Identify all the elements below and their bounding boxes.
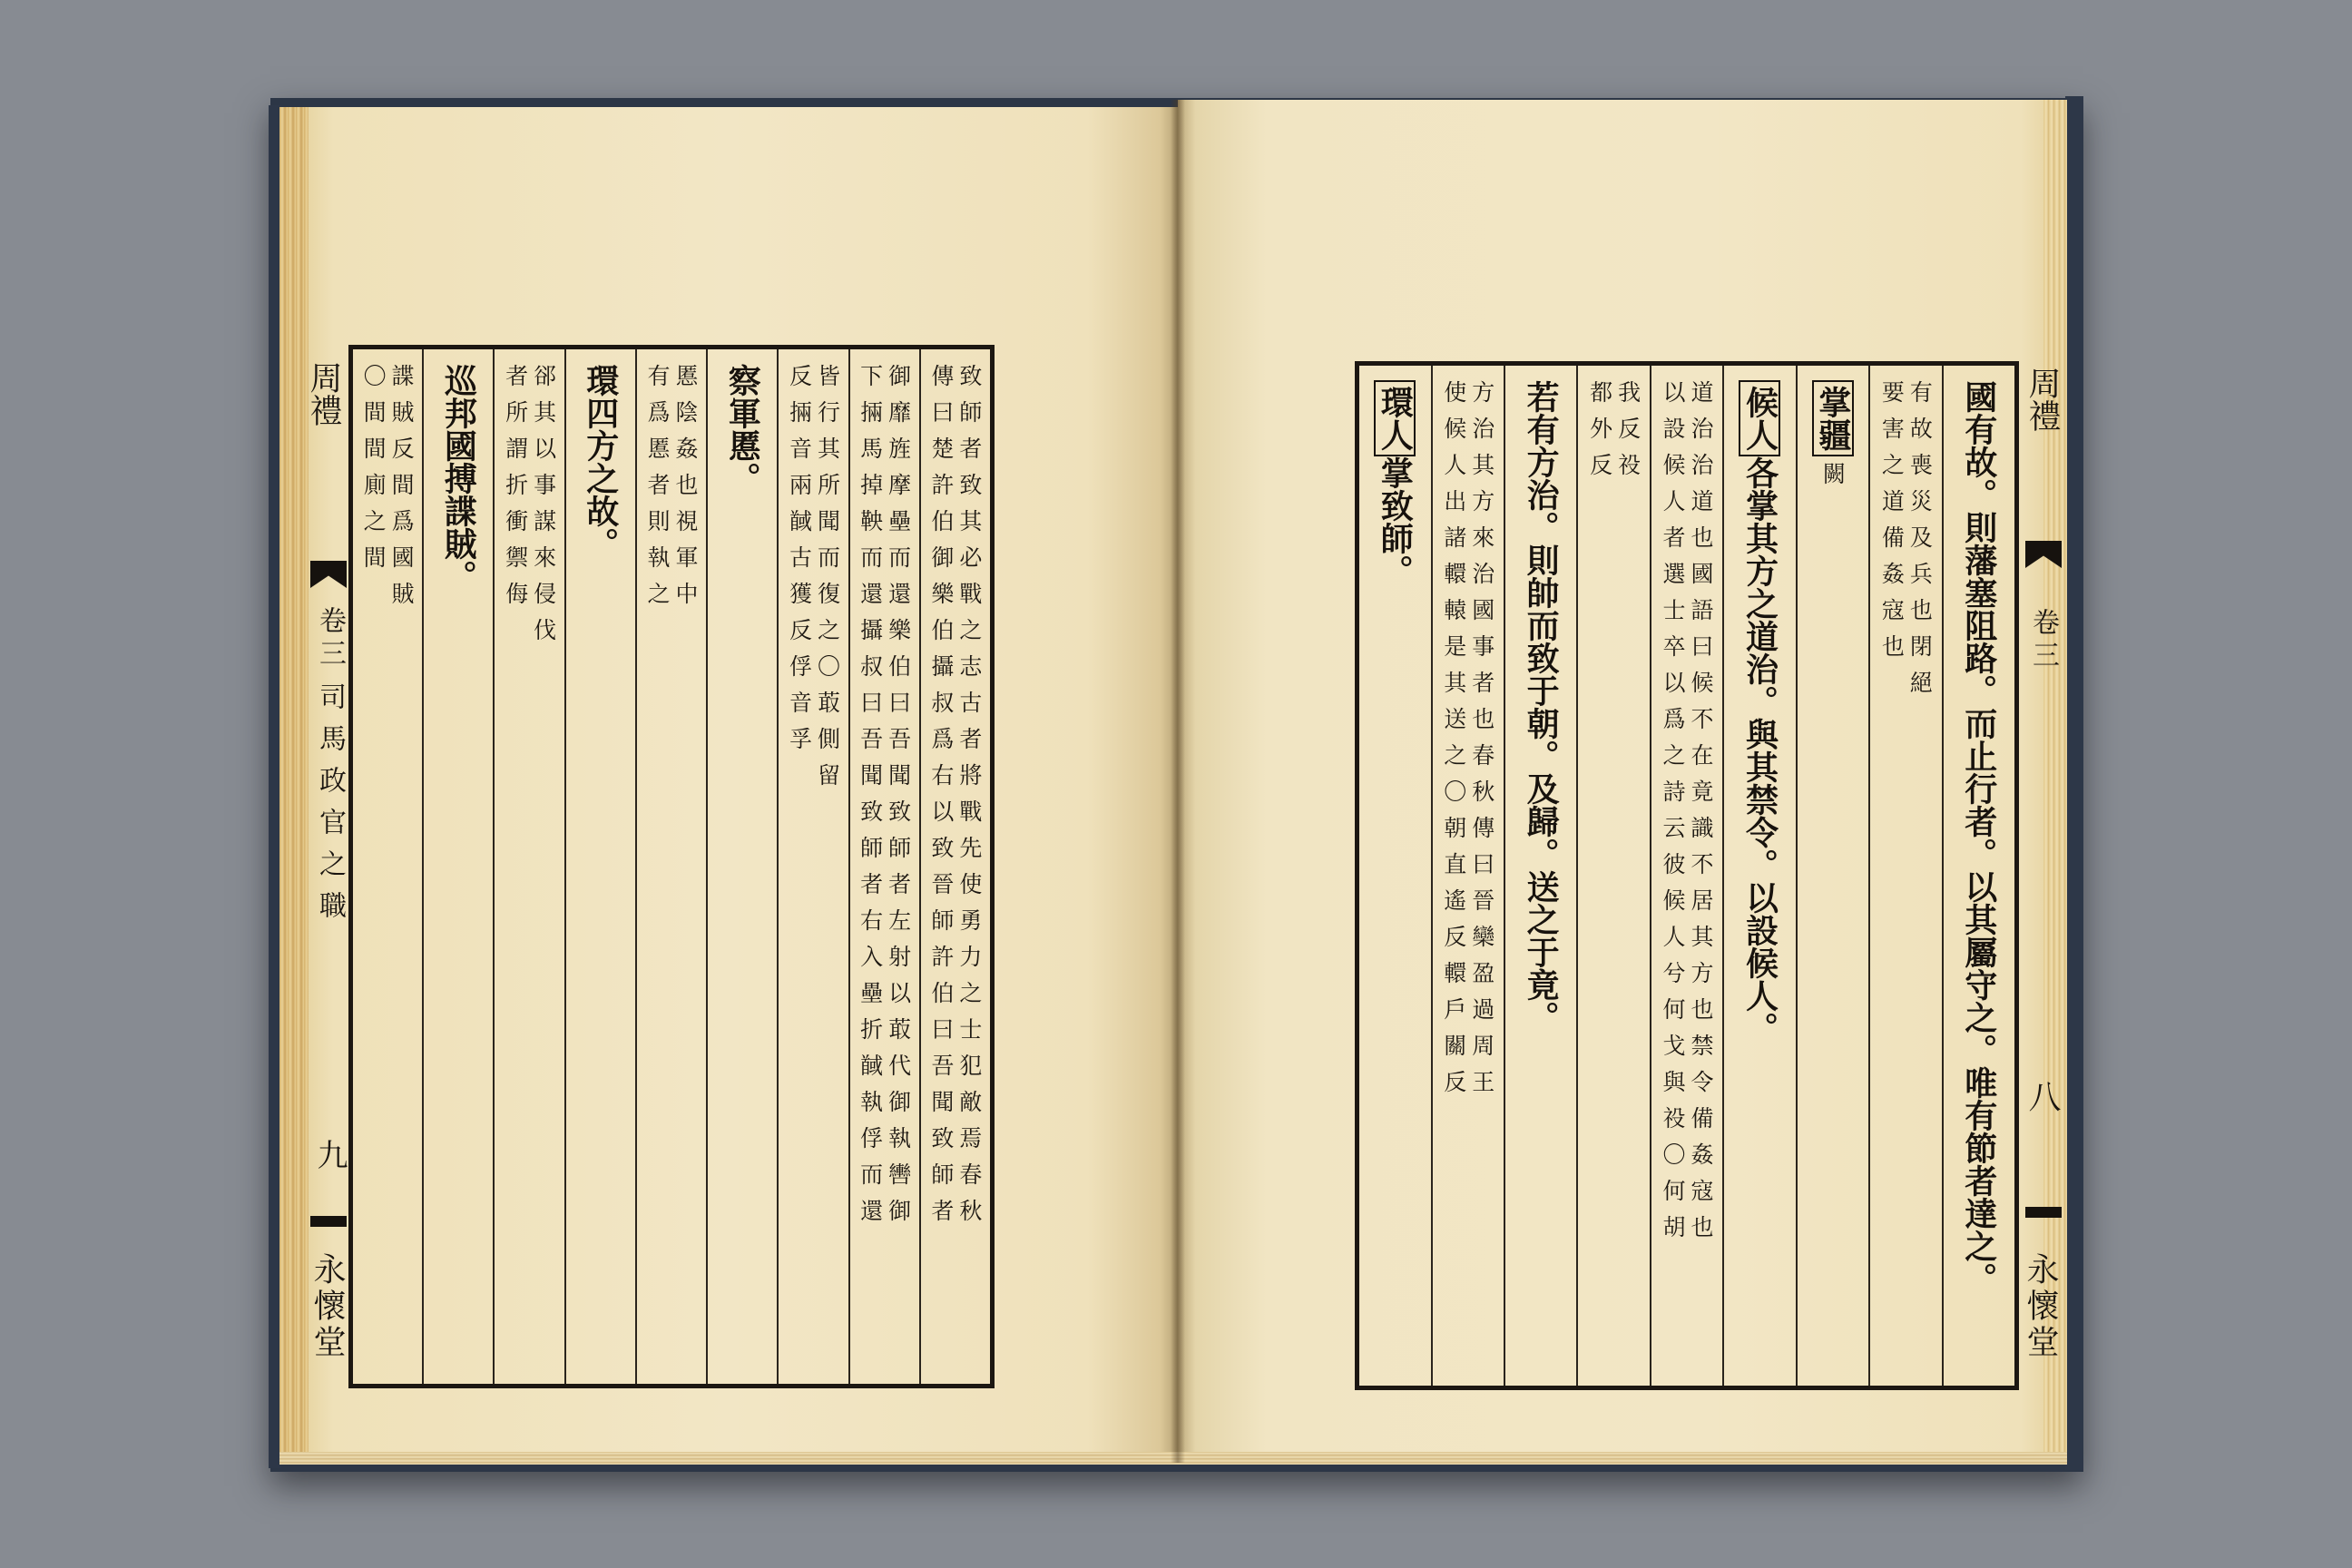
commentary-left-line: 反掚音兩馘古獲反俘音孚 xyxy=(786,364,813,763)
double-line-commentary xyxy=(927,364,983,1235)
text-column xyxy=(1359,366,1430,1386)
double-line-commentary xyxy=(1878,380,1934,707)
commentary-left-line: 以設候人者選士卒以爲之詩云彼候人兮何戈與祋〇何胡 xyxy=(1660,380,1687,1251)
double-line-commentary xyxy=(1440,380,1495,1106)
commentary-right-line: 諜賊反間爲國賊 xyxy=(388,364,416,618)
text-column xyxy=(422,349,493,1384)
text-column xyxy=(1722,366,1795,1386)
text-column xyxy=(564,349,635,1384)
left-margin-lower-mark xyxy=(310,1216,347,1227)
commentary-left-line: 有爲慝者則執之 xyxy=(644,364,671,618)
text-column xyxy=(1796,366,1868,1386)
book-cover-edge-right xyxy=(2065,96,2083,1470)
commentary-right-line: 致師者致其必戰之志古者將戰先使勇力之士犯敵焉春秋 xyxy=(956,364,983,1235)
main-text: 掌致師。 xyxy=(1376,456,1415,587)
commentary-left-line: 〇間間廁之間 xyxy=(360,364,387,582)
commentary-column xyxy=(1868,366,1941,1386)
right-margin-volume: 卷三 xyxy=(2027,608,2059,673)
commentary-right-line: 郤其以事謀來侵伐 xyxy=(530,364,557,654)
office-title-box: 候人 xyxy=(1739,380,1780,456)
double-line-commentary xyxy=(360,364,416,618)
commentary-right-line: 慝陰姦也視軍中 xyxy=(672,364,700,618)
commentary-left-line: 者所謂折衝禦侮 xyxy=(502,364,529,618)
right-margin-publisher: 永懷堂 xyxy=(2022,1252,2059,1361)
double-line-commentary xyxy=(502,364,557,654)
commentary-right-line: 我反祋 xyxy=(1614,380,1642,489)
main-text: 國有故。則藩塞阻路。而止行者。以其屬守之。唯有節者達之。 xyxy=(1959,380,1998,1295)
commentary-left-line: 傳曰楚許伯御樂伯攝叔爲右以致晉師許伯曰吾聞致師者 xyxy=(927,364,955,1235)
commentary-column xyxy=(1576,366,1649,1386)
main-text: 各掌其方之道治。與其禁令。以設候人。 xyxy=(1740,456,1779,1044)
double-line-commentary xyxy=(644,364,700,618)
main-text: 察軍慝。 xyxy=(723,364,762,495)
book-gutter xyxy=(1171,100,1185,1463)
right-margin-lower-mark xyxy=(2025,1207,2062,1218)
left-margin-publisher: 永懷堂 xyxy=(309,1252,346,1361)
left-page-text-frame xyxy=(348,345,995,1388)
commentary-column xyxy=(1650,366,1722,1386)
left-margin-section-title: 司馬政官之職 xyxy=(314,682,346,933)
main-text: 若有方治。則帥而致于朝。及歸。送之于竟。 xyxy=(1522,380,1561,1034)
commentary-right-line: 方治其方來治國事者也春秋傳曰晉欒盈過周王 xyxy=(1468,380,1495,1106)
main-text: 巡邦國搏諜賊。 xyxy=(439,364,478,593)
main-text: 環四方之故。 xyxy=(581,364,620,560)
commentary-right-line: 皆行其所聞而復之〇菆側留 xyxy=(814,364,841,799)
text-column xyxy=(1504,366,1576,1386)
commentary-column xyxy=(353,349,422,1384)
office-title-box: 環人 xyxy=(1374,380,1416,456)
office-title-box: 掌疆 xyxy=(1812,380,1854,456)
right-margin-folio-number: 八 xyxy=(2024,1080,2061,1112)
commentary-column xyxy=(1431,366,1504,1386)
commentary-column xyxy=(777,349,848,1384)
commentary-column xyxy=(848,349,919,1384)
double-line-commentary xyxy=(1660,380,1715,1251)
double-line-commentary xyxy=(859,364,910,1235)
text-column xyxy=(1942,366,2014,1386)
commentary-column xyxy=(493,349,564,1384)
commentary-column xyxy=(635,349,706,1384)
commentary-left-line: 都外反 xyxy=(1586,380,1613,489)
commentary-left-line: 下掚馬掉鞅而還攝叔曰吾聞致師者右入壘折馘執俘而還 xyxy=(857,364,884,1235)
right-margin-book-title: 周禮 xyxy=(2024,367,2061,432)
commentary-right-line: 有故喪災及兵也閉絕 xyxy=(1906,380,1934,707)
left-margin-book-title: 周禮 xyxy=(305,361,342,426)
page-stack-edge-left xyxy=(279,107,309,1463)
commentary-left-line: 使候人出諸轘轅是其送之〇朝直遙反轘戶關反 xyxy=(1440,380,1467,1106)
left-margin-volume: 卷三 xyxy=(314,606,346,671)
commentary-column xyxy=(919,349,990,1384)
text-column xyxy=(706,349,777,1384)
commentary-right-line: 道治治道也國語曰候不在竟識不居其方也禁令備姦寇也 xyxy=(1688,380,1715,1251)
right-page-text-frame xyxy=(1355,361,2019,1390)
commentary-left-line: 要害之道備姦寇也 xyxy=(1878,380,1906,671)
lacuna-note: 闕 xyxy=(1819,462,1847,498)
left-margin-folio-number: 九 xyxy=(311,1139,348,1170)
double-line-commentary xyxy=(786,364,841,799)
commentary-right-line: 御靡旌摩壘而還樂伯曰吾聞致師者左射以菆代御執轡御 xyxy=(885,364,912,1235)
double-line-commentary xyxy=(1586,380,1642,489)
